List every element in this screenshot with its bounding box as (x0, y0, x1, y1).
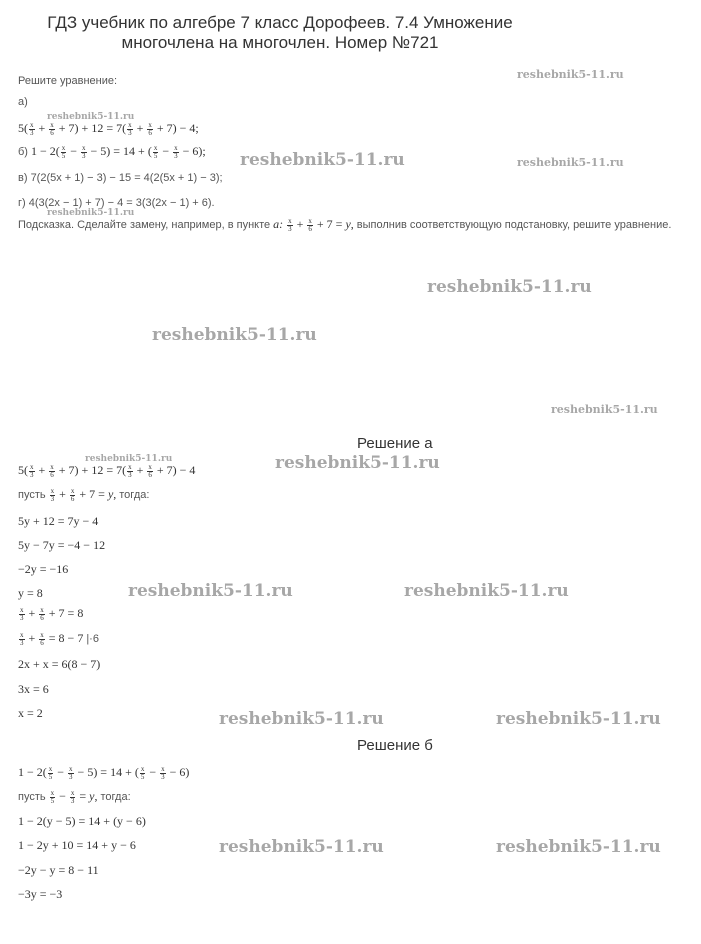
solution-a-step-fraction-1: $\frac{x}{3}$ + $\frac{x}{6}$ + 7 = 8 (20, 605, 84, 622)
watermark: reshebnik5-11.ru (404, 581, 569, 601)
hint-start: Подсказка. Сделайте замену, например, в пункте (18, 219, 271, 231)
watermark: reshebnik5-11.ru (517, 68, 624, 81)
solution-b-heading: Решение б (357, 737, 433, 754)
watermark: reshebnik5-11.ru (128, 581, 293, 601)
solution-a-substitution: пусть $\frac{x}{3}$ + $\frac{x}{6}$ + 7 = y, тогда: (18, 486, 150, 503)
watermark: reshebnik5-11.ru (551, 403, 658, 416)
page-title-line1: ГДЗ учебник по алгебре 7 класс Дорофеев. 7.4 Умножение (47, 13, 513, 32)
solution-b-step: −3y = −3 (18, 887, 63, 901)
solution-b-substitution: пусть $\frac{x}{5}$ − $\frac{x}{3}$ = y, тогда: (18, 788, 131, 805)
watermark: reshebnik5-11.ru (219, 837, 384, 857)
solution-a-step: x = 2 (18, 706, 43, 720)
solution-b-equation: 1 − 2( $\frac{x}{5}$ − $\frac{x}{3}$ − 5) = 14 + ( $\frac{x}{5}$ − $\frac{x}{3}$ − 6) (18, 764, 190, 781)
hint-end: выполнив соответствующую подстановку, решите уравнение. (356, 219, 672, 231)
solution-a-step: −2y = −16 (18, 562, 69, 576)
solution-a-step: 3x = 6 (18, 682, 49, 696)
page-title-line2: многочлена на многочлен. Номер №721 (121, 33, 439, 52)
watermark: reshebnik5-11.ru (240, 150, 405, 170)
watermark: reshebnik5-11.ru (152, 325, 317, 345)
solution-a-heading: Решение а (357, 435, 433, 452)
problem-intro: Решите уравнение: (18, 75, 118, 87)
watermark: reshebnik5-11.ru (275, 453, 440, 473)
watermark: reshebnik5-11.ru (496, 837, 661, 857)
solution-a-step: y = 8 (18, 586, 43, 600)
solution-a-then: тогда: (119, 489, 150, 501)
solution-b-step: 1 − 2y + 10 = 14 + y − 6 (18, 838, 136, 852)
solution-a-step: 5y + 12 = 7y − 4 (18, 514, 99, 528)
problem-d-equation-text: г) 4(3(2x − 1) + 7) − 4 = 3(3(2x − 1) + 6). (18, 197, 215, 209)
problem-hint: Подсказка. Сделайте замену, например, в пункте а: $\frac{x}{3}$ + $\frac{x}{6}$ + 7 = y, выполнив соответствующую подстановку, решите уравнение. (18, 216, 672, 233)
solution-a-step: 5y − 7y = −4 − 12 (18, 538, 106, 552)
problem-a-label: а) (18, 96, 28, 108)
problem-b-equation: б) 1 − 2( $\frac{x}{5}$ − $\frac{x}{3}$ − 5) = 14 + ( $\frac{x}{5}$ − $\frac{x}{3}$ − 6); (18, 143, 206, 160)
solution-b-then: тогда: (100, 791, 131, 803)
solution-b-step: −2y − y = 8 − 11 (18, 863, 99, 877)
hint-variable: а: (273, 217, 284, 231)
problem-c-equation (18, 170, 223, 185)
watermark: reshebnik5-11.ru (47, 112, 135, 122)
solution-a-let: пусть (18, 489, 46, 501)
problem-c-equation-text: в) 7(2(5x + 1) − 3) − 15 = 4(2(5x + 1) − 3); (18, 172, 223, 184)
watermark: reshebnik5-11.ru (517, 156, 624, 169)
problem-a-equation: 5( $\frac{x}{3}$ + $\frac{x}{6}$ + 7) + 12 = 7( $\frac{x}{3}$ + $\frac{x}{6}$ + 7) − 4; (18, 120, 199, 137)
watermark: reshebnik5-11.ru (47, 208, 135, 218)
watermark: reshebnik5-11.ru (85, 454, 173, 464)
solution-a-step: 2x + x = 6(8 − 7) (18, 657, 101, 671)
watermark: reshebnik5-11.ru (219, 709, 384, 729)
solution-b-let: пусть (18, 791, 46, 803)
solution-b-step: 1 − 2(y − 5) = 14 + (y − 6) (18, 814, 146, 828)
solution-a-step-fraction-2: $\frac{x}{3}$ + $\frac{x}{6}$ = 8 − 7 |·6 (20, 630, 99, 647)
watermark: reshebnik5-11.ru (427, 277, 592, 297)
solution-a-equation: 5( $\frac{x}{3}$ + $\frac{x}{6}$ + 7) + 12 = 7( $\frac{x}{3}$ + $\frac{x}{6}$ + 7) − 4 (18, 462, 196, 479)
watermark: reshebnik5-11.ru (496, 709, 661, 729)
